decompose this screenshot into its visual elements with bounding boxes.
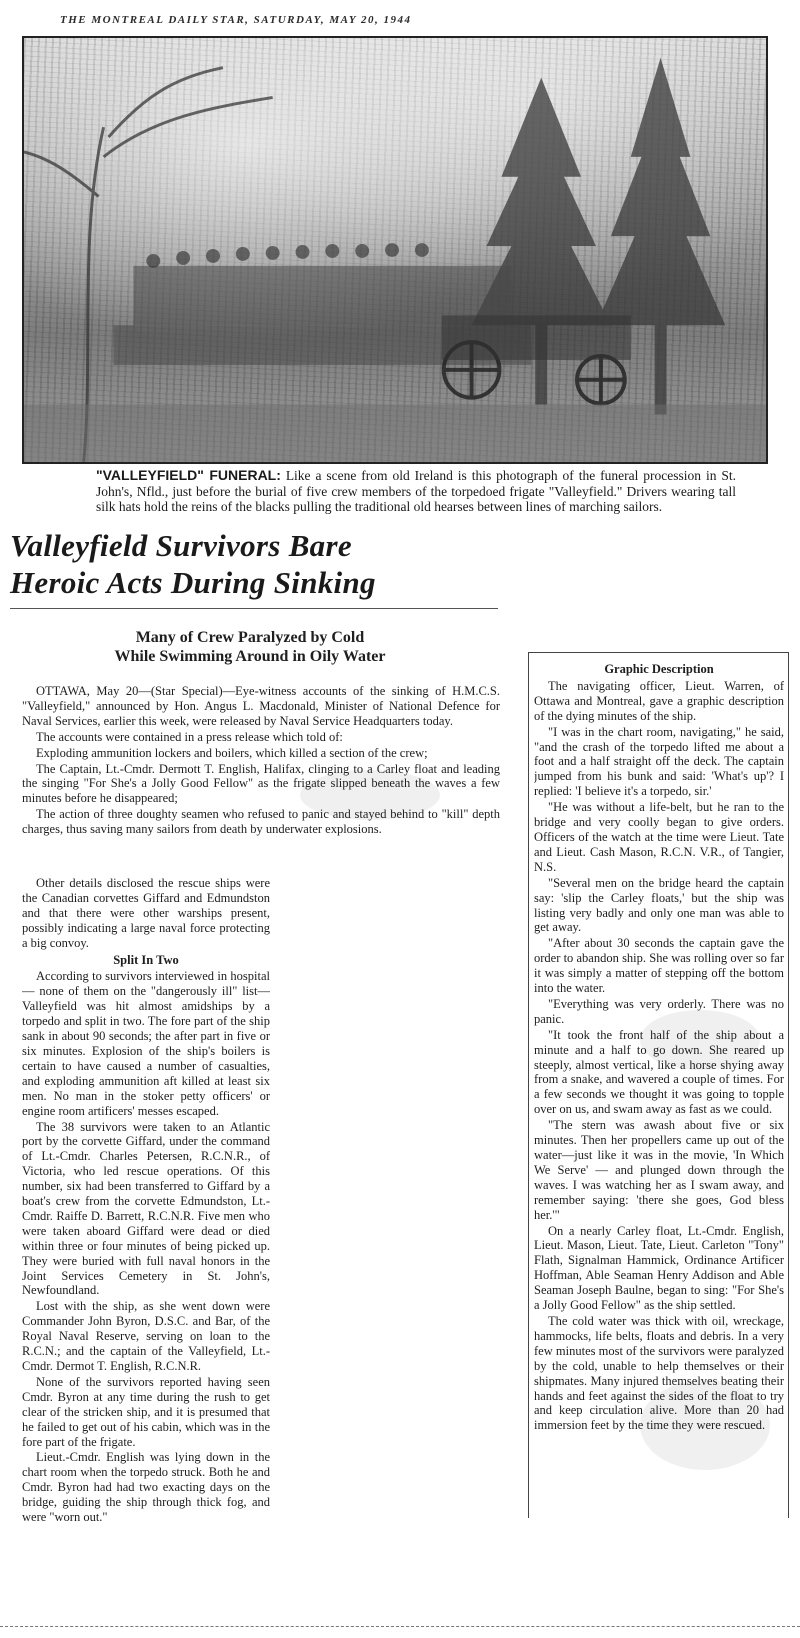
subhead-line-2: While Swimming Around in Oily Water (114, 648, 386, 665)
column-paragraph: "After about 30 seconds the captain gave the order to abandon ship. She was rolling over so far it was simply a matter of stepping off the bottom into the water. (534, 936, 784, 996)
column-border-top (528, 652, 789, 653)
funeral-procession-photo (22, 36, 768, 464)
section-heading-split: Split In Two (113, 952, 179, 967)
column-paragraph: Lieut.-Cmdr. English was lying down in the chart room when the torpedo struck. Both he and Cmdr. Byron had had two exacting days on the bridge, guiding the ship through thick fog, and were "worn out." (22, 1450, 270, 1525)
photo-caption (96, 468, 736, 515)
column-paragraph: Lost with the ship, as she went down were Commander John Byron, D.S.C. and Bar, of the Royal Naval Reserve, serving on loan to the R.C.N.; and the captain of the Valleyfield, Lt.-Cmdr. Dermot T. English, R.C.N.R. (22, 1299, 270, 1373)
column-paragraph: "I was in the chart room, navigating," he said, "and the crash of the torpedo lifted me about a foot and a half straight off the deck. The captain jumped from his bunk and said: 'What's up'? I replied: 'I believe it's a torpedo, sir.' (534, 724, 784, 799)
lead-paragraph: Exploding ammunition lockers and boilers, which killed a section of the crew; (36, 745, 428, 760)
photo-scene-icon (24, 38, 766, 462)
lead-paragraphs (22, 684, 500, 838)
print-smudge (640, 1010, 760, 1070)
column-paragraph: Other details disclosed the rescue ships were the Canadian corvettes Giffard and Edmundston and that there were other warships present, possibly indicating a large naval force protecting a big convoy. (22, 876, 270, 950)
lead-paragraph: OTTAWA, May 20—(Star Special)—Eye-witness accounts of the sinking of H.M.C.S. "Valleyfield," announced by Hon. Angus L. Macdonald, Minister of National Defence for Naval Services, earlier this week, were released by Naval Service Headquarters today. (22, 684, 500, 728)
column-paragraph: The navigating officer, Lieut. Warren, of Ottawa and Montreal, gave a graphic description of the dying minutes of the ship. (534, 678, 784, 723)
column-border-left (528, 652, 529, 1518)
clipping-edge (0, 1626, 800, 1627)
lead-paragraph: The accounts were contained in a press release which told of: (36, 729, 343, 744)
column-paragraph: The cold water was thick with oil, wreckage, hammocks, life belts, floats and debris. In a very few minutes most of the survivors were paralyzed by the cold, unable to help themselves or their shipmates. Many injured themselves beating their hands and feet against the sides of the float to try and keep circulation alive. More than 20 had immersion feet by the time they were rescued. (534, 1313, 784, 1433)
article-column-left (22, 876, 270, 1556)
column-paragraph: On a nearly Carley float, Lt.-Cmdr. English, Lieut. Mason, Lieut. Tate, Lieut. Carleton "Tony" Flath, Signalman Hammick, Ordinance Artificer Hoffman, Able Seaman Henry Addison and Able Seaman Joseph Baulne, began to sing: "For She's a Jolly Good Fellow" as the ship settled. (534, 1223, 784, 1313)
headline-rule (10, 608, 498, 609)
caption-lead: "VALLEYFIELD" FUNERAL: (96, 467, 281, 483)
caption-text: Like a scene from old Ireland is this photograph of the funeral procession in St. John's, Nfld., just before the burial of five crew members of the torpedoed frigate "Valleyfield." Drivers wearing tall silk hats hold the reins of the blacks pulling the traditional old hearses between lines of marching sailors. (96, 468, 736, 514)
print-smudge (300, 770, 440, 820)
article-headline (10, 527, 490, 601)
column-paragraph: None of the survivors reported having seen Cmdr. Byron at any time during the rush to get clear of the stricken ship, and it is presumed that he failed to get out of his cabin, which was in the fore part of the frigate. (22, 1374, 270, 1449)
column-paragraph: "The stern was awash about five or six minutes. Then her propellers came up out of the water—just like it was in the movie, 'In Which We Serve' — and plunged down through the waves. I was watching her as I swam away, and remember saying: 'there she goes, God bless her.'" (534, 1118, 784, 1222)
article-subhead (40, 628, 460, 666)
article-column-right (534, 660, 784, 1518)
column-paragraph: "Everything was very orderly. There was no panic. (534, 996, 784, 1026)
subhead-line-1: Many of Crew Paralyzed by Cold (135, 629, 365, 646)
headline-line-2: Heroic Acts During Sinking (10, 565, 376, 600)
section-heading-graphic: Graphic Description (604, 662, 714, 676)
headline-line-1: Valleyfield Survivors Bare (10, 528, 352, 563)
newspaper-masthead: THE MONTREAL DAILY STAR, SATURDAY, MAY 20, 1944 (60, 14, 412, 26)
column-border-right (788, 652, 789, 1518)
column-paragraph: The 38 survivors were taken to an Atlantic port by the corvette Giffard, under the command of Lt.-Cmdr. Charles Petersen, R.C.N.R., of Victoria, who led rescue operations. Of this number, six had been transferred to Giffard by a boat's crew from the corvette Edmundston, Lt.-Cmdr. Raiffe D. Barrett, R.C.N.R. Five men who were taken aboard Giffard were dead or died within three or four minutes of being picked up. They were buried with full naval honors in the Joint Services Cemetery in St. John's, Newfoundland. (22, 1119, 270, 1298)
column-paragraph: "He was without a life-belt, but he ran to the bridge and very coolly began to give orders. Officers of the watch at the time were Lieut. Tate and Lieut. Cash Mason, R.C.N. V.R., of Tangier, N.S. (534, 800, 784, 874)
column-paragraph: "Several men on the bridge heard the captain say: 'slip the Carley floats,' but the ship was listing very badly and only one man was able to get away. (534, 875, 784, 935)
column-paragraph: "It took the front half of the ship about a minute and a half to go down. She reared up steeply, almost vertical, like a horse shying away from a snake, and wavered a couple of times. For a few seconds we thought it was going to topple over on us, and swam away as fast as we could. (534, 1027, 784, 1117)
lead-paragraph: The Captain, Lt.-Cmdr. Dermott T. English, Halifax, clinging to a Carley float and leading the singing "For She's a Jolly Good Fellow" as the frigate slipped beneath the waves a few minutes before he disappeared; (22, 761, 500, 806)
lead-paragraph: The action of three doughty seamen who refused to panic and stayed behind to "kill" depth charges, thus saving many sailors from death by underwater explosions. (22, 807, 500, 837)
column-paragraph: According to survivors interviewed in hospital — none of them on the "dangerously ill" list—Valleyfield was hit almost amidships by a torpedo and split in two. The fore part of the ship sank in about 90 seconds; the after part in five or six minutes. Explosion of the ship's boilers is certain to have caused a number of casualties, and exploding ammunition aft killed at least six men. No man in the stoker petty officers' or engine room artificers' messes escaped. (22, 969, 270, 1118)
print-smudge (640, 1380, 770, 1470)
